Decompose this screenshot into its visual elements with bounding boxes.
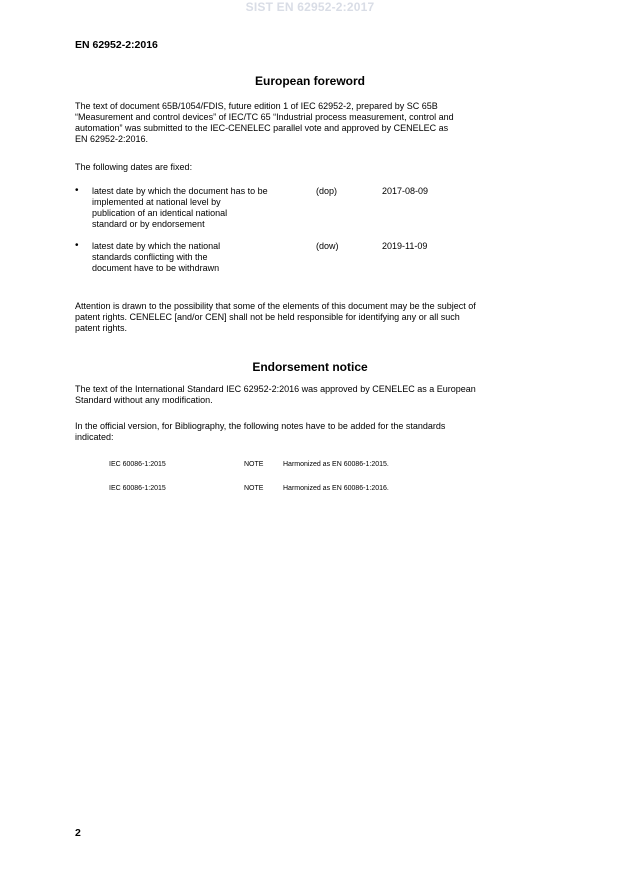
- bibliography-line: In the official version, for Bibliography, the following notes have to be added for the standards: [75, 421, 446, 431]
- date-value: 2017-08-09: [382, 186, 429, 196]
- date-abbreviation: (dow): [316, 241, 339, 251]
- bullet-icon: •: [75, 185, 79, 196]
- document-identifier: EN 62952-2:2016: [75, 39, 158, 51]
- watermark: SIST EN 62952-2:2017: [245, 0, 375, 14]
- date-description-line: latest date by which the document has to be: [92, 186, 268, 196]
- date-description-line: document have to be withdrawn: [92, 263, 220, 273]
- bibliography-paragraph: [75, 421, 547, 443]
- date-description: [92, 186, 304, 230]
- date-description-line: standard or by endorsement: [92, 219, 205, 229]
- bullet-icon: •: [75, 240, 79, 251]
- endorsement-paragraph: [75, 384, 547, 406]
- bibliography-line: indicated:: [75, 432, 114, 442]
- page-number: 2: [75, 827, 81, 839]
- date-value: 2019-11-09: [382, 241, 428, 251]
- note-text: Harmonized as EN 60086-1:2015.: [283, 461, 389, 468]
- date-description-line: implemented at national level by: [92, 197, 221, 207]
- date-description-line: latest date by which the national: [92, 241, 221, 251]
- foreword-intro-paragraph: [75, 101, 547, 145]
- date-description-line: publication of an identical national: [92, 208, 228, 218]
- attention-line: patent rights.: [75, 323, 128, 333]
- foreword-intro-line: EN 62952-2:2016.: [75, 134, 149, 144]
- note-label: NOTE: [244, 461, 264, 468]
- foreword-intro-line: The text of document 65B/1054/FDIS, future edition 1 of IEC 62952-2, prepared by SC 65B: [75, 101, 438, 111]
- date-description-line: standards conflicting with the: [92, 252, 208, 262]
- endorsement-line: Standard without any modification.: [75, 395, 213, 405]
- attention-line: patent rights. CENELEC [and/or CEN] shall not be held responsible for identifying any or all such: [75, 312, 460, 322]
- date-abbreviation: (dop): [316, 186, 338, 196]
- endorsement-line: The text of the International Standard IEC 62952-2:2016 was approved by CENELEC as a European: [75, 384, 476, 394]
- foreword-heading: European foreword: [254, 74, 365, 88]
- attention-line: Attention is drawn to the possibility that some of the elements of this document may be the subject of: [75, 301, 476, 311]
- note-reference: IEC 60086-1:2015: [109, 485, 166, 492]
- dates-intro: The following dates are fixed:: [75, 162, 193, 172]
- note-reference: IEC 60086-1:2015: [109, 461, 166, 468]
- foreword-intro-line: “Measurement and control devices” of IEC/TC 65 “Industrial process measurement, control and: [75, 112, 454, 122]
- note-text: Harmonized as EN 60086-1:2016.: [283, 485, 389, 492]
- foreword-intro-line: automation” was submitted to the IEC-CENELEC parallel vote and approved by CENELEC as: [75, 123, 449, 133]
- date-description: [92, 241, 304, 274]
- endorsement-heading: Endorsement notice: [252, 360, 368, 374]
- attention-paragraph: [75, 301, 547, 334]
- note-label: NOTE: [244, 485, 264, 492]
